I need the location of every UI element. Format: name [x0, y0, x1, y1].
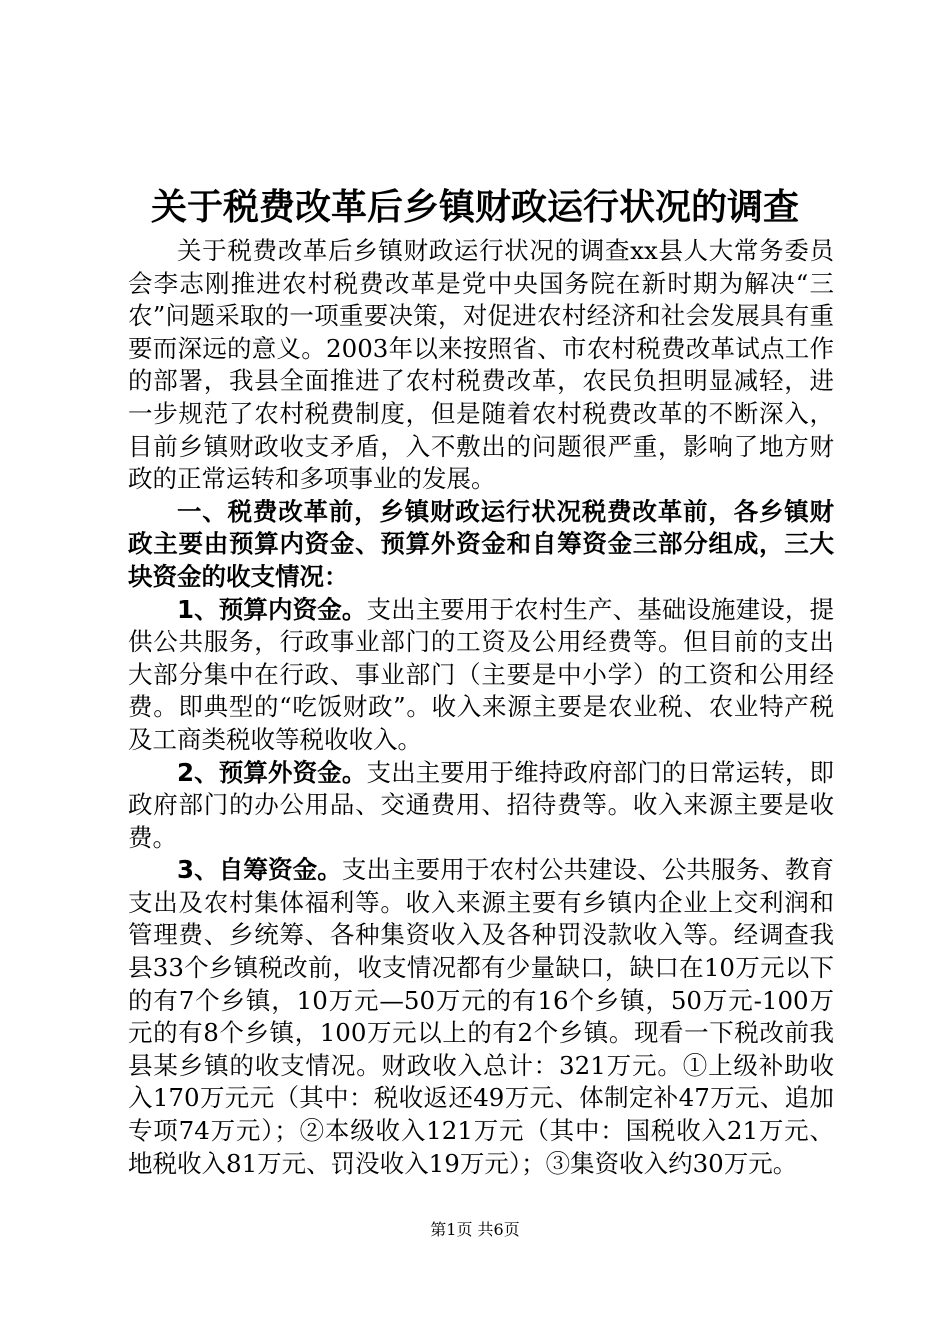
- budget-outside-lead: 2、预算外资金。: [177, 757, 367, 787]
- budget-outside-paragraph: [128, 757, 834, 855]
- budget-inside-paragraph: [128, 594, 834, 757]
- document-title: 关于税费改革后乡镇财政运行状况的调查: [150, 187, 799, 228]
- section-heading-paragraph: 一、税费改革前，乡镇财政运行状况税费改革前，各乡镇财政主要由预算内资金、预算外资金和自筹资金三部分组成，三大块资金的收支情况：: [128, 496, 834, 591]
- self-raised-body: 支出主要用于农村公共建设、公共服务、教育支出及农村集体福利等。收入来源主要有乡镇内企业上交利润和管理费、乡统筹、各种集资收入及各种罚没款收入等。经调查我县33个乡镇税改前，收支情况都有少量缺口，缺口在10万元以下的有7个乡镇，10万元—50万元的有16个乡镇，50万元-100万元的有8个乡镇，100万元以上的有2个乡镇。现看一下税改前我县某乡镇的收支情况。财政收入总计：321万元。①上级补助收入170万元元（其中：税收返还49万元、体制定补47万元、追加专项74万元）；②本级收入121万元（其中：国税收入21万元、地税收入81万元、罚没收入19万元）；③集资收入约30万元。: [128, 855, 834, 1178]
- budget-outside-body: 支出主要用于维持政府部门的日常运转，即政府部门的办公用品、交通费用、招待费等。收入来源主要是收费。: [128, 757, 835, 852]
- document-body: [128, 235, 834, 1180]
- self-raised-lead: 3、自筹资金。: [177, 855, 342, 885]
- budget-inside-lead: 1、预算内资金。: [177, 594, 367, 624]
- self-raised-paragraph: [128, 854, 834, 1180]
- budget-inside-body: 支出主要用于农村生产、基础设施建设，提供公共服务，行政事业部门的工资及公用经费等。但目前的支出大部分集中在行政、事业部门（主要是中小学）的工资和公用经费。即典型的“吃饭财政”。收入来源主要是农业税、农业特产税及工商类税收等税收收入。: [128, 594, 835, 754]
- intro-paragraph: 关于税费改革后乡镇财政运行状况的调查xx县人大常务委员会李志刚推进农村税费改革是党中央国务院在新时期为解决“三农”问题采取的一项重要决策，对促进农村经济和社会发展具有重要而深远的意义。2003年以来按照省、市农村税费改革试点工作的部署，我县全面推进了农村税费改革，农民负担明显减轻，进一步规范了农村税费制度，但是随着农村税费改革的不断深入，目前乡镇财政收支矛盾，入不敷出的问题很严重，影响了地方财政的正常运转和多项事业的发展。: [128, 236, 834, 494]
- page-footer: 第1页 共6页: [430, 1220, 520, 1239]
